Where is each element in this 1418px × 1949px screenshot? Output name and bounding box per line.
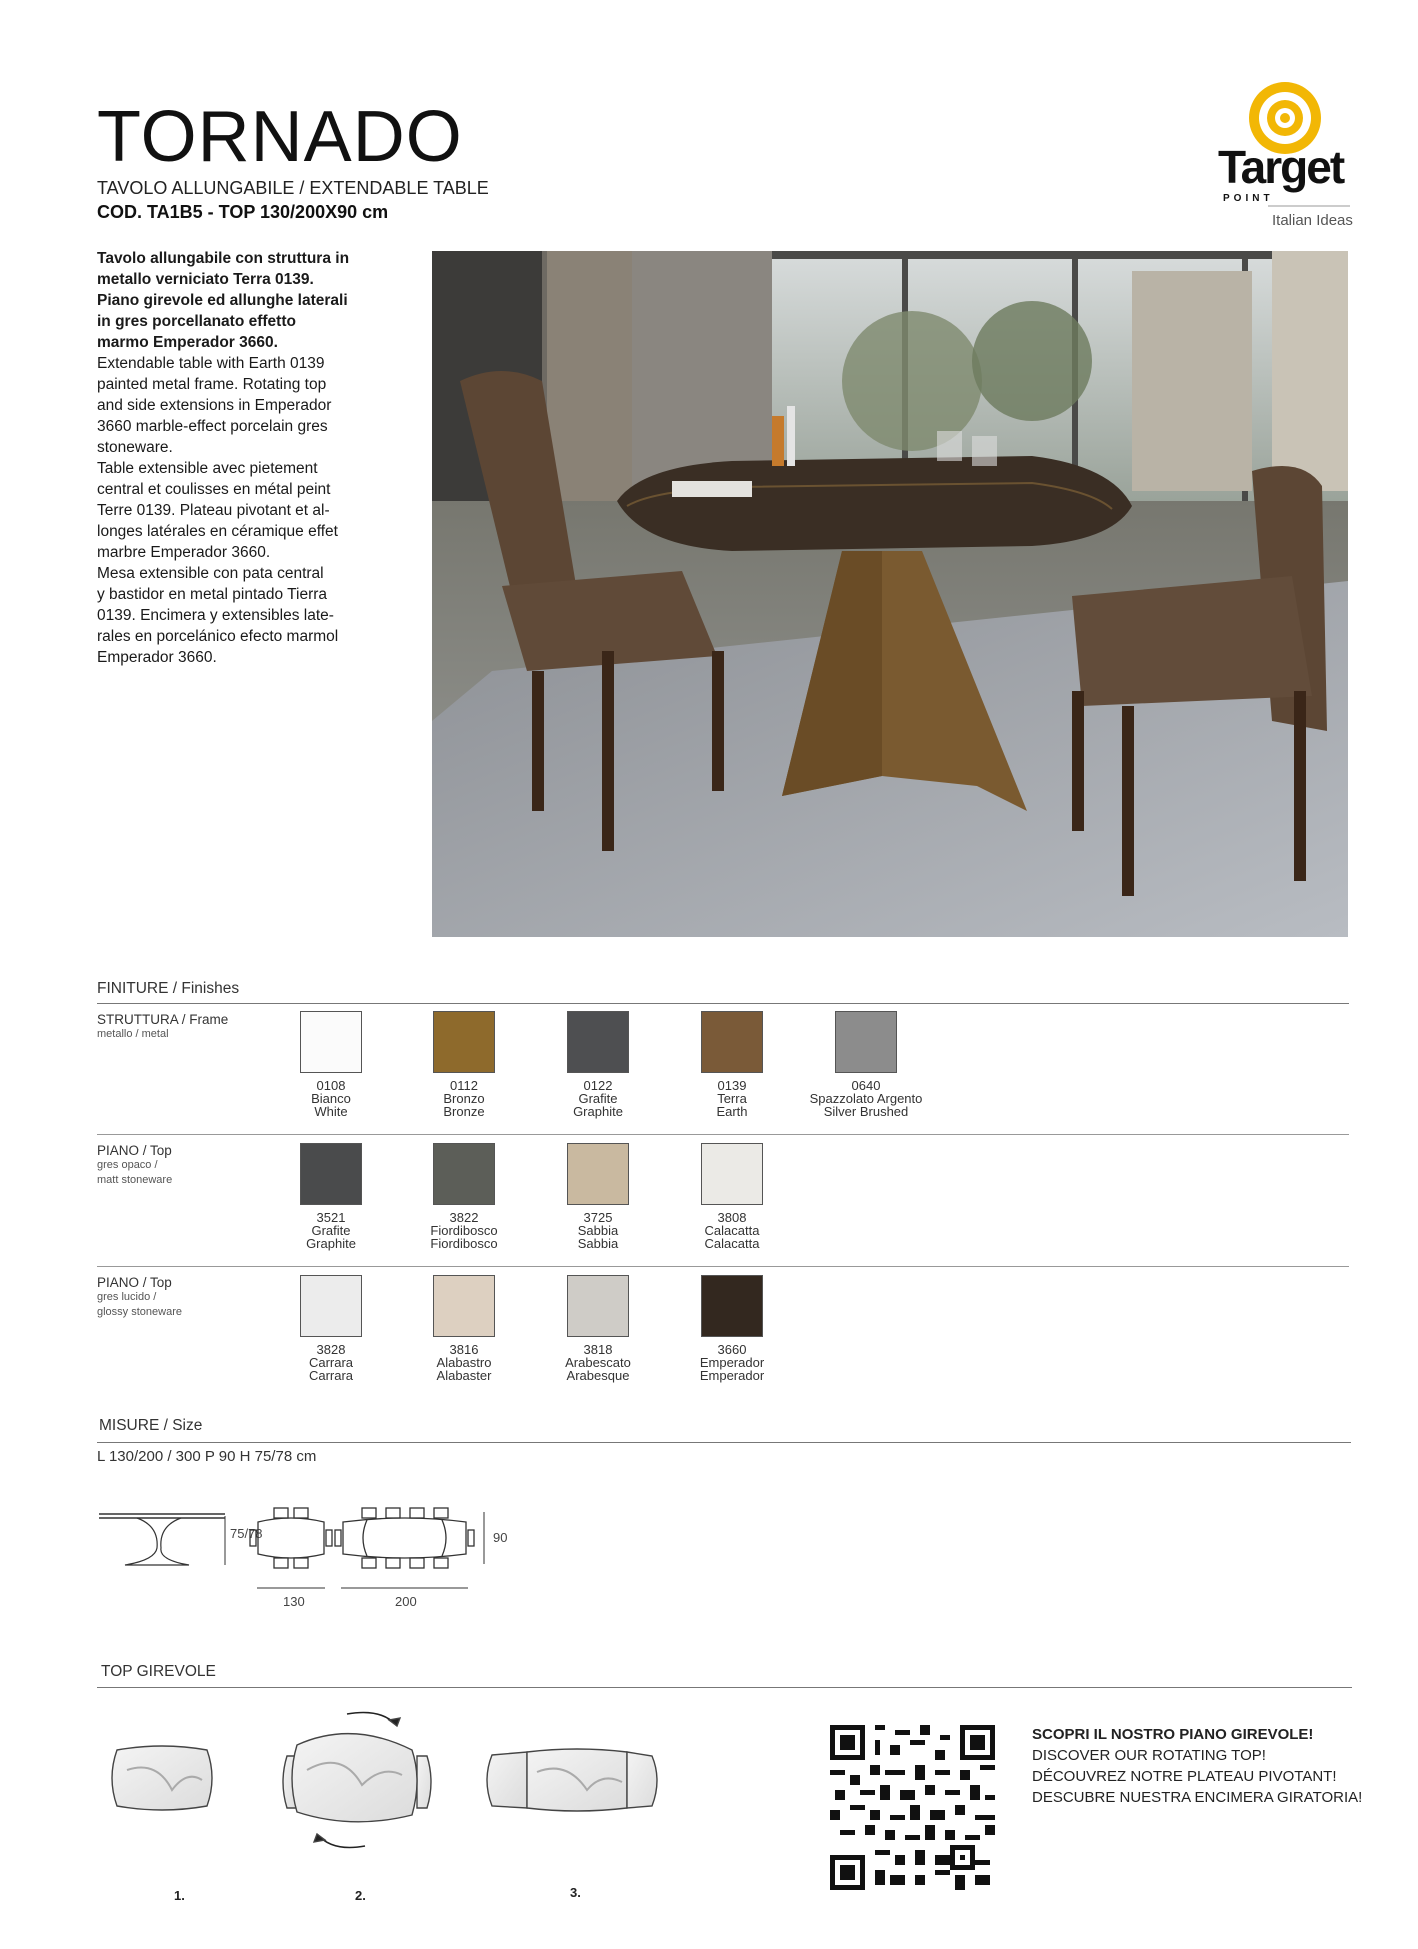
- swatch-code: 3816: [449, 1342, 479, 1357]
- desc-es-line: Mesa extensible con pata central: [97, 565, 324, 582]
- desc-fr-line: Table extensible avec pietement: [97, 460, 318, 477]
- rotating-top-diagram: [97, 1700, 717, 1920]
- finish-row-label: [97, 1143, 172, 1188]
- desc-fr-line: longes latérales en céramique effet: [97, 523, 338, 540]
- desc-fr-line: Terre 0139. Plateau pivotant et al-: [97, 502, 330, 519]
- swatch-color: [300, 1011, 362, 1073]
- desc-en-line: and side extensions in Emperador: [97, 397, 332, 414]
- swatch-name-en: Graphite: [306, 1236, 356, 1251]
- desc-en-line: Extendable table with Earth 0139: [97, 355, 325, 372]
- finishes-title: FINITURE / Finishes: [97, 980, 240, 997]
- swatch[interactable]: [538, 1011, 658, 1118]
- swatch-name-en: Carrara: [308, 1368, 354, 1383]
- swatch-name-it: Calacatta: [704, 1223, 760, 1238]
- swatch-name-it: Sabbia: [577, 1223, 619, 1238]
- swatch[interactable]: [271, 1143, 391, 1250]
- section-divider: [97, 1266, 1349, 1267]
- finish-row-sub: gres opaco /: [97, 1159, 158, 1171]
- swatch-name-it: Emperador: [699, 1355, 765, 1370]
- swatch[interactable]: [672, 1011, 792, 1118]
- swatch-name-it: Carrara: [308, 1355, 354, 1370]
- promo-text: [1032, 1724, 1362, 1808]
- swatch[interactable]: [672, 1275, 792, 1382]
- desc-it-line: Piano girevole ed allunghe laterali: [97, 292, 348, 309]
- swatch-name-en: Emperador: [699, 1368, 765, 1383]
- finish-row-sub: gres lucido /: [97, 1291, 157, 1303]
- swatch-code: 3660: [717, 1342, 747, 1357]
- swatch-color: [701, 1275, 763, 1337]
- finish-row-sub: glossy stoneware: [97, 1306, 182, 1318]
- size-text: L 130/200 / 300 P 90 H 75/78 cm: [97, 1448, 317, 1465]
- swatch-color: [701, 1011, 763, 1073]
- section-divider: [97, 1003, 1349, 1004]
- swatch-name-it: Arabescato: [565, 1355, 631, 1370]
- promo-line-fr: DÉCOUVREZ NOTRE PLATEAU PIVOTANT!: [1032, 1768, 1337, 1785]
- swatch-color: [701, 1143, 763, 1205]
- swatch-name-en: Arabesque: [566, 1368, 630, 1383]
- product-code: COD. TA1B5 - TOP 130/200X90 cm: [97, 202, 389, 222]
- rotating-step-3: [487, 1749, 657, 1811]
- desc-it-line: marmo Emperador 3660.: [97, 334, 278, 351]
- swatch[interactable]: [271, 1275, 391, 1382]
- swatch-color: [567, 1143, 629, 1205]
- section-divider: [97, 1442, 1351, 1443]
- promo-line-it: SCOPRI IL NOSTRO PIANO GIREVOLE!: [1032, 1726, 1314, 1743]
- swatch-name-it: Fiordibosco: [430, 1223, 498, 1238]
- swatch-code: 3808: [717, 1210, 747, 1225]
- swatch-name-it: Bronzo: [443, 1091, 485, 1106]
- swatch-color: [300, 1143, 362, 1205]
- swatch-code: 3818: [583, 1342, 613, 1357]
- finish-row-label: [97, 1012, 228, 1042]
- step-label: 2.: [355, 1888, 366, 1903]
- height-label: 75/78: [230, 1526, 263, 1541]
- swatch-name-it: Spazzolato Argento: [809, 1091, 923, 1106]
- swatch-code: 3822: [449, 1210, 479, 1225]
- swatch[interactable]: [538, 1143, 658, 1250]
- product-subtitle: TAVOLO ALLUNGABILE / EXTENDABLE TABLE: [97, 178, 489, 198]
- swatch-name-en: Silver Brushed: [823, 1104, 909, 1119]
- desc-es-line: rales en porcelánico efecto marmol: [97, 628, 339, 645]
- desc-en-line: 3660 marble-effect porcelain gres: [97, 418, 328, 435]
- desc-es-line: 0139. Encimera y extensibles late-: [97, 607, 334, 624]
- promo-line-es: DESCUBRE NUESTRA ENCIMERA GIRATORIA!: [1032, 1789, 1363, 1806]
- swatch-name-it: Alabastro: [436, 1355, 492, 1370]
- swatch-color: [433, 1275, 495, 1337]
- desc-fr-line: marbre Emperador 3660.: [97, 544, 271, 561]
- swatch-color: [835, 1011, 897, 1073]
- depth-label: 90: [493, 1530, 508, 1545]
- table-side-view: [99, 1514, 225, 1565]
- promo-line-en: DISCOVER OUR ROTATING TOP!: [1032, 1747, 1266, 1764]
- finish-row-title: PIANO / Top: [97, 1275, 172, 1290]
- swatch-name-en: Sabbia: [577, 1236, 619, 1251]
- swatch-name-it: Bianco: [311, 1091, 351, 1106]
- size-title: MISURE / Size: [99, 1417, 203, 1434]
- swatch[interactable]: [404, 1275, 524, 1382]
- width-small-label: 130: [283, 1594, 305, 1609]
- desc-it-line: Tavolo allungabile con struttura in: [97, 250, 350, 267]
- logo-wordmark: Target: [1218, 141, 1344, 193]
- swatch-code: 0122: [583, 1078, 613, 1093]
- swatch-name-en: White: [314, 1104, 348, 1119]
- room-scene-illustration: [432, 251, 1348, 937]
- width-large-label: 200: [395, 1594, 417, 1609]
- swatch-name-en: Alabaster: [436, 1368, 492, 1383]
- rotating-step-1: [112, 1746, 212, 1810]
- logo-point: POINT: [1223, 193, 1274, 204]
- desc-es-line: y bastidor en metal pintado Tierra: [97, 586, 328, 603]
- swatch-color: [433, 1143, 495, 1205]
- rotating-title: TOP GIREVOLE: [101, 1663, 216, 1680]
- desc-it-line: in gres porcellanato effetto: [97, 313, 296, 330]
- swatch-code: 0108: [316, 1078, 346, 1093]
- swatch-name-it: Grafite: [578, 1091, 618, 1106]
- swatch-color: [433, 1011, 495, 1073]
- swatch-name-en: Bronze: [443, 1104, 485, 1119]
- rotating-step-2: [283, 1713, 431, 1848]
- swatch-name-en: Graphite: [573, 1104, 623, 1119]
- desc-en-line: painted metal frame. Rotating top: [97, 376, 327, 393]
- swatch[interactable]: [538, 1275, 658, 1382]
- swatch-color: [567, 1011, 629, 1073]
- desc-es-line: Emperador 3660.: [97, 649, 217, 666]
- swatch-color: [567, 1275, 629, 1337]
- swatch-name-en: Fiordibosco: [430, 1236, 498, 1251]
- desc-en-line: stoneware.: [97, 439, 173, 456]
- finish-row-title: STRUTTURA / Frame: [97, 1012, 229, 1027]
- swatch[interactable]: [271, 1011, 391, 1118]
- swatch-code: 0112: [450, 1078, 478, 1093]
- product-photo: [432, 251, 1348, 937]
- swatch-code: 0640: [851, 1078, 881, 1093]
- product-description: [97, 248, 372, 668]
- desc-it-line: metallo verniciato Terra 0139.: [97, 271, 314, 288]
- finish-row-sub: metallo / metal: [97, 1028, 169, 1040]
- step-label: 1.: [174, 1888, 185, 1903]
- qr-code-icon[interactable]: [830, 1725, 995, 1890]
- swatch-code: 3725: [583, 1210, 613, 1225]
- finish-row-title: PIANO / Top: [97, 1143, 172, 1158]
- section-divider: [97, 1687, 1352, 1688]
- page-title: TORNADO: [97, 97, 463, 177]
- swatch-code: 3828: [316, 1342, 346, 1357]
- swatch[interactable]: [806, 1011, 926, 1118]
- section-divider: [97, 1134, 1349, 1135]
- swatch[interactable]: [404, 1011, 524, 1118]
- step-label: 3.: [570, 1885, 581, 1900]
- swatch[interactable]: [404, 1143, 524, 1250]
- swatch-code: 0139: [717, 1078, 747, 1093]
- desc-fr-line: central et coulisses en métal peint: [97, 481, 331, 498]
- finish-row-label: [97, 1275, 182, 1320]
- dimension-diagram: [97, 1500, 617, 1610]
- finish-row-sub: matt stoneware: [97, 1174, 173, 1186]
- swatch-color: [300, 1275, 362, 1337]
- swatch-name-en: Calacatta: [704, 1236, 760, 1251]
- logo-tagline: Italian Ideas: [1272, 212, 1353, 229]
- swatch-name-it: Grafite: [311, 1223, 351, 1238]
- swatch-code: 3521: [316, 1210, 346, 1225]
- swatch-name-it: Terra: [717, 1091, 747, 1106]
- swatch-name-en: Earth: [716, 1104, 748, 1119]
- table-top-view-large: [335, 1508, 474, 1568]
- swatch[interactable]: [672, 1143, 792, 1250]
